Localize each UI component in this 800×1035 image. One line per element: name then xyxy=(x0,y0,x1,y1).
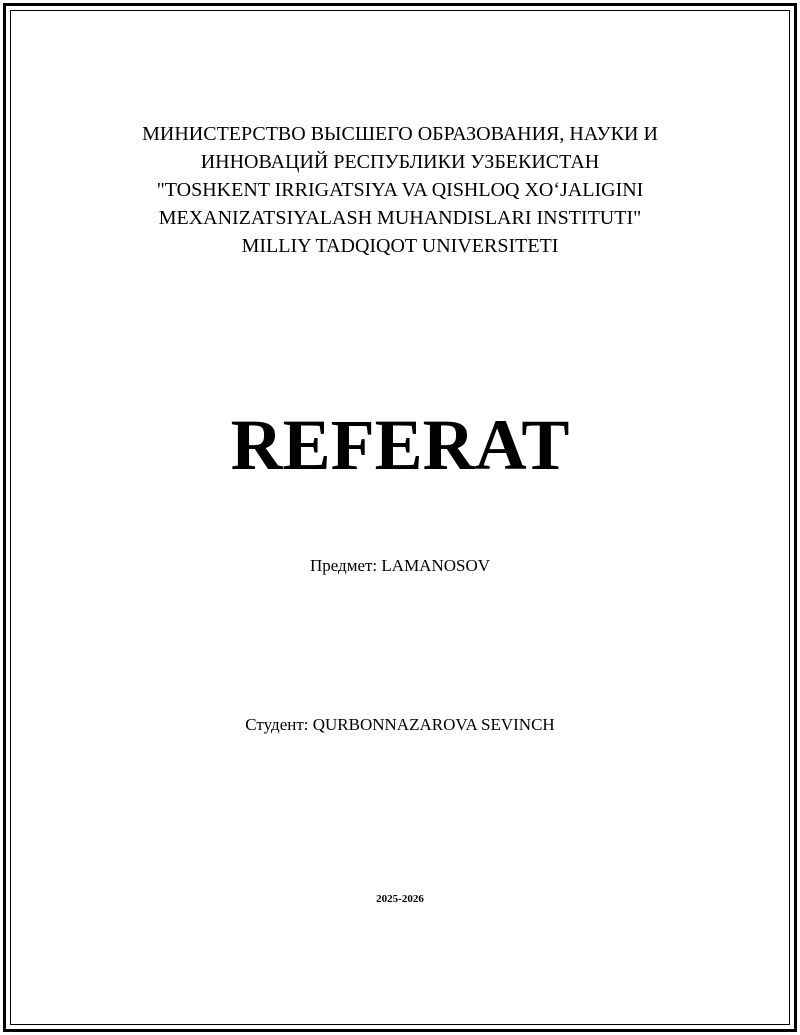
header-line-5: MILLIY TADQIQOT UNIVERSITETI xyxy=(241,235,559,257)
academic-year: 2025-2026 xyxy=(376,893,424,905)
header-line-4: MEXANIZATSIYALASH MUHANDISLARI INSTITUTI" xyxy=(158,207,642,229)
document-title: REFERAT xyxy=(230,405,570,485)
subject-line: Предмет: LAMANOSOV xyxy=(309,556,491,575)
header-line-2: ИННОВАЦИЙ РЕСПУБЛИКИ УЗБЕКИСТАН xyxy=(200,151,600,173)
student-line: Студент: QURBONNAZAROVA SEVINCH xyxy=(245,715,555,734)
institution-header xyxy=(0,120,800,260)
header-line-1: МИНИСТЕРСТВО ВЫСШЕГО ОБРАЗОВАНИЯ, НАУКИ И xyxy=(142,123,658,145)
header-line-3: "TOSHKENT IRRIGATSIYA VA QISHLOQ XO‘JALIGINI xyxy=(156,179,644,201)
